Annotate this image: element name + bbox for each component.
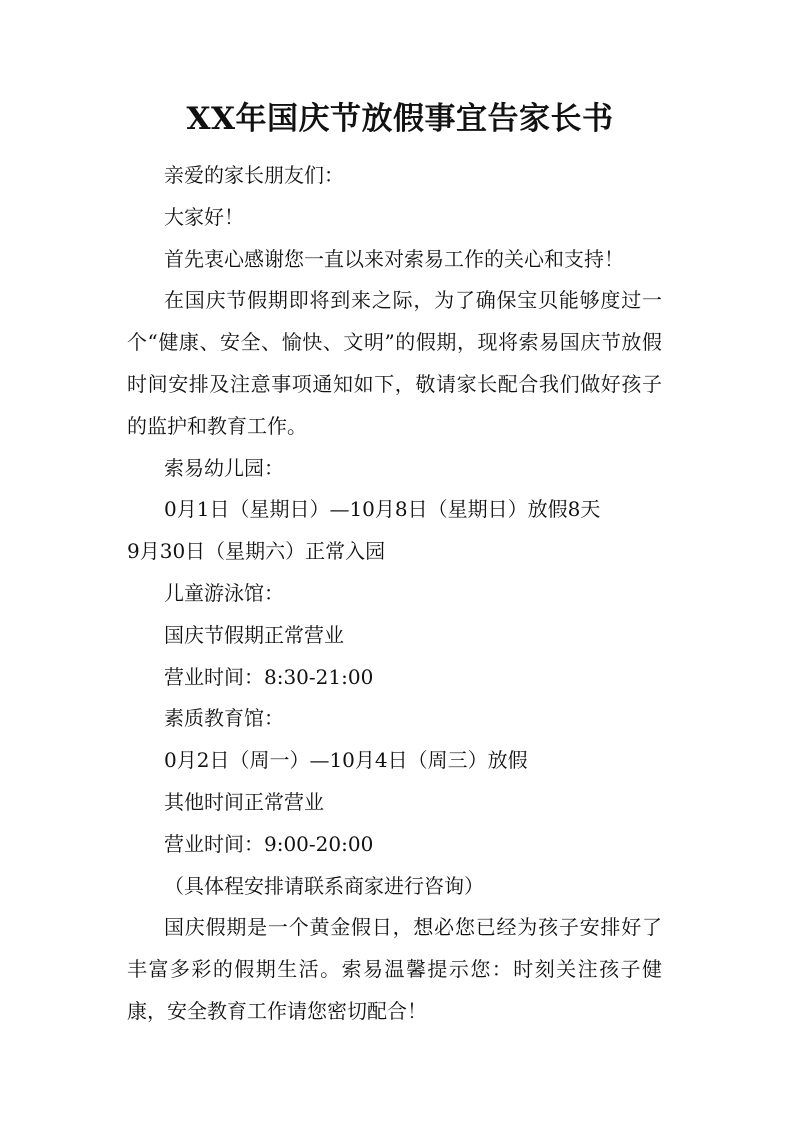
- document-title: XX年国庆节放假事宜告家长书: [186, 101, 614, 137]
- education-other-time: 其他时间正常营业: [164, 789, 324, 814]
- section-heading-education: 素质教育馆：: [164, 706, 284, 731]
- kindergarten-normal-day: 9月30日（星期六）正常入园: [127, 539, 386, 564]
- contact-note: （具体程安排请联系商家进行咨询）: [164, 873, 484, 898]
- swimming-hours: 营业时间：8:30-21:00: [164, 664, 374, 689]
- education-holiday-dates: 0月2日（周一）—10月4日（周三）放假: [164, 748, 528, 773]
- thanks-paragraph: 首先衷心感谢您一直以来对索易工作的关心和支持！: [164, 246, 624, 271]
- section-heading-swimming: 儿童游泳馆：: [164, 580, 284, 605]
- greeting-hello: 大家好！: [164, 204, 244, 229]
- swimming-holiday-status: 国庆节假期正常营业: [164, 622, 344, 647]
- closing-paragraph: 国庆假期是一个黄金假日，想必您已经为孩子安排好了丰富多彩的假期生活。索易温馨提示您：时刻关注孩子健康，安全教育工作请您密切配合！: [127, 915, 662, 1023]
- document-body: [127, 155, 662, 1033]
- education-hours: 营业时间：9:00-20:00: [164, 831, 374, 856]
- greeting-salutation: 亲爱的家长朋友们：: [164, 163, 344, 187]
- section-heading-kindergarten: 索易幼儿园：: [164, 455, 284, 480]
- kindergarten-holiday-dates: 0月1日（星期日）—10月8日（星期日）放假8天: [164, 497, 601, 522]
- notice-paragraph: 在国庆节假期即将到来之际，为了确保宝贝能够度过一个“健康、安全、愉快、文明”的假期，现将索易国庆节放假时间安排及注意事项通知如下，敬请家长配合我们做好孩子的监护和教育工作。: [127, 288, 662, 438]
